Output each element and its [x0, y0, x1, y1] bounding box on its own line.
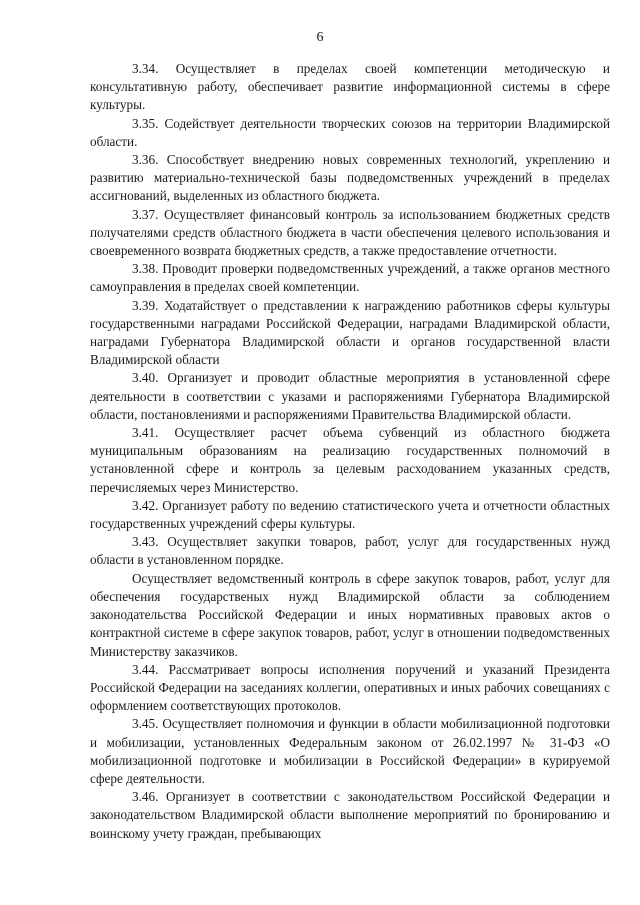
paragraph-3-37: 3.37. Осуществляет финансовый контроль за использованием бюджетных средств получателями средств областного бюджета в части обеспечения целевого использования и своевременного возврата бюджетных средств, а также предоставление отчетности.: [90, 206, 610, 259]
paragraph-3-41: 3.41. Осуществляет расчет объема субвенций из областного бюджета муниципальным образованиям на реализацию государственных полномочий в установленной сфере и контроль за целевым расходованием указанных средств, перечисляемых через Министерство.: [90, 425, 610, 495]
page-number: 6: [316, 30, 324, 45]
paragraph-3-40: 3.40. Организует и проводит областные мероприятия в установленной сфере деятельности в соответствии с указами и распоряжениями Губернатора Владимирской области, постановлениями и распоряжениями Правительства Владимирской области.: [90, 370, 610, 422]
paragraph-3-35: 3.35. Содействует деятельности творческих союзов на территории Владимирской области.: [90, 115, 610, 149]
document-body: [90, 60, 610, 843]
paragraph-3-45: 3.45. Осуществляет полномочия и функции в области мобилизационной подготовки и мобилизации, установленных Федеральным законом от 26.02.1997 № 31-ФЗ «О мобилизационной подготовке и мобилизации в Российской Федерации» в курируемой сфере деятельности.: [90, 716, 610, 786]
paragraph-3-34: 3.34. Осуществляет в пределах своей компетенции методическую и консультативную работу, обеспечивает развитие информационной системы в сфере культуры.: [90, 61, 610, 113]
paragraph-3-43: 3.43. Осуществляет закупки товаров, работ, услуг для государственных нужд области в установленном порядке.: [90, 534, 610, 568]
paragraph-3-36: 3.36. Способствует внедрению новых современных технологий, укреплению и развитию материально-технической базы подведомственных учреждений в пределах ассигнований, выделенных из областного бюджета.: [90, 152, 610, 204]
paragraph-procurement-control: Осуществляет ведомственный контроль в сфере закупок товаров, работ, услуг для обеспечения государственых нужд Владимирской области за соблюдением законодательства Российской Федерации и иных нормативных правовых актов о контрактной системе в сфере закупок товаров, работ, услуг в отношении подведомственных Министерству заказчиков.: [90, 570, 610, 659]
paragraph-3-38: 3.38. Проводит проверки подведомственных учреждений, а также органов местного самоуправления в пределах своей компетенции.: [90, 261, 610, 295]
paragraph-3-46: 3.46. Организует в соответствии с законодательством Российской Федерации и законодательством Владимирской области выполнение мероприятий по бронированию и воинскому учету граждан, пребывающих: [90, 789, 610, 841]
paragraph-3-44: 3.44. Рассматривает вопросы исполнения поручений и указаний Президента Российской Федерации на заседаниях коллегии, оперативных и иных рабочих совещаниях с оформлением соответствующих протоколов.: [90, 661, 610, 714]
paragraph-3-42: 3.42. Организует работу по ведению статистического учета и отчетности областных государственных учреждений сферы культуры.: [90, 497, 610, 532]
paragraph-3-39: 3.39. Ходатайствует о представлении к награждению работников сферы культуры государственными наградами Российской Федерации, наградами Владимирской области, наградами Губернатора Владимирской области и органов государственной власти Владимирской области: [90, 297, 610, 368]
